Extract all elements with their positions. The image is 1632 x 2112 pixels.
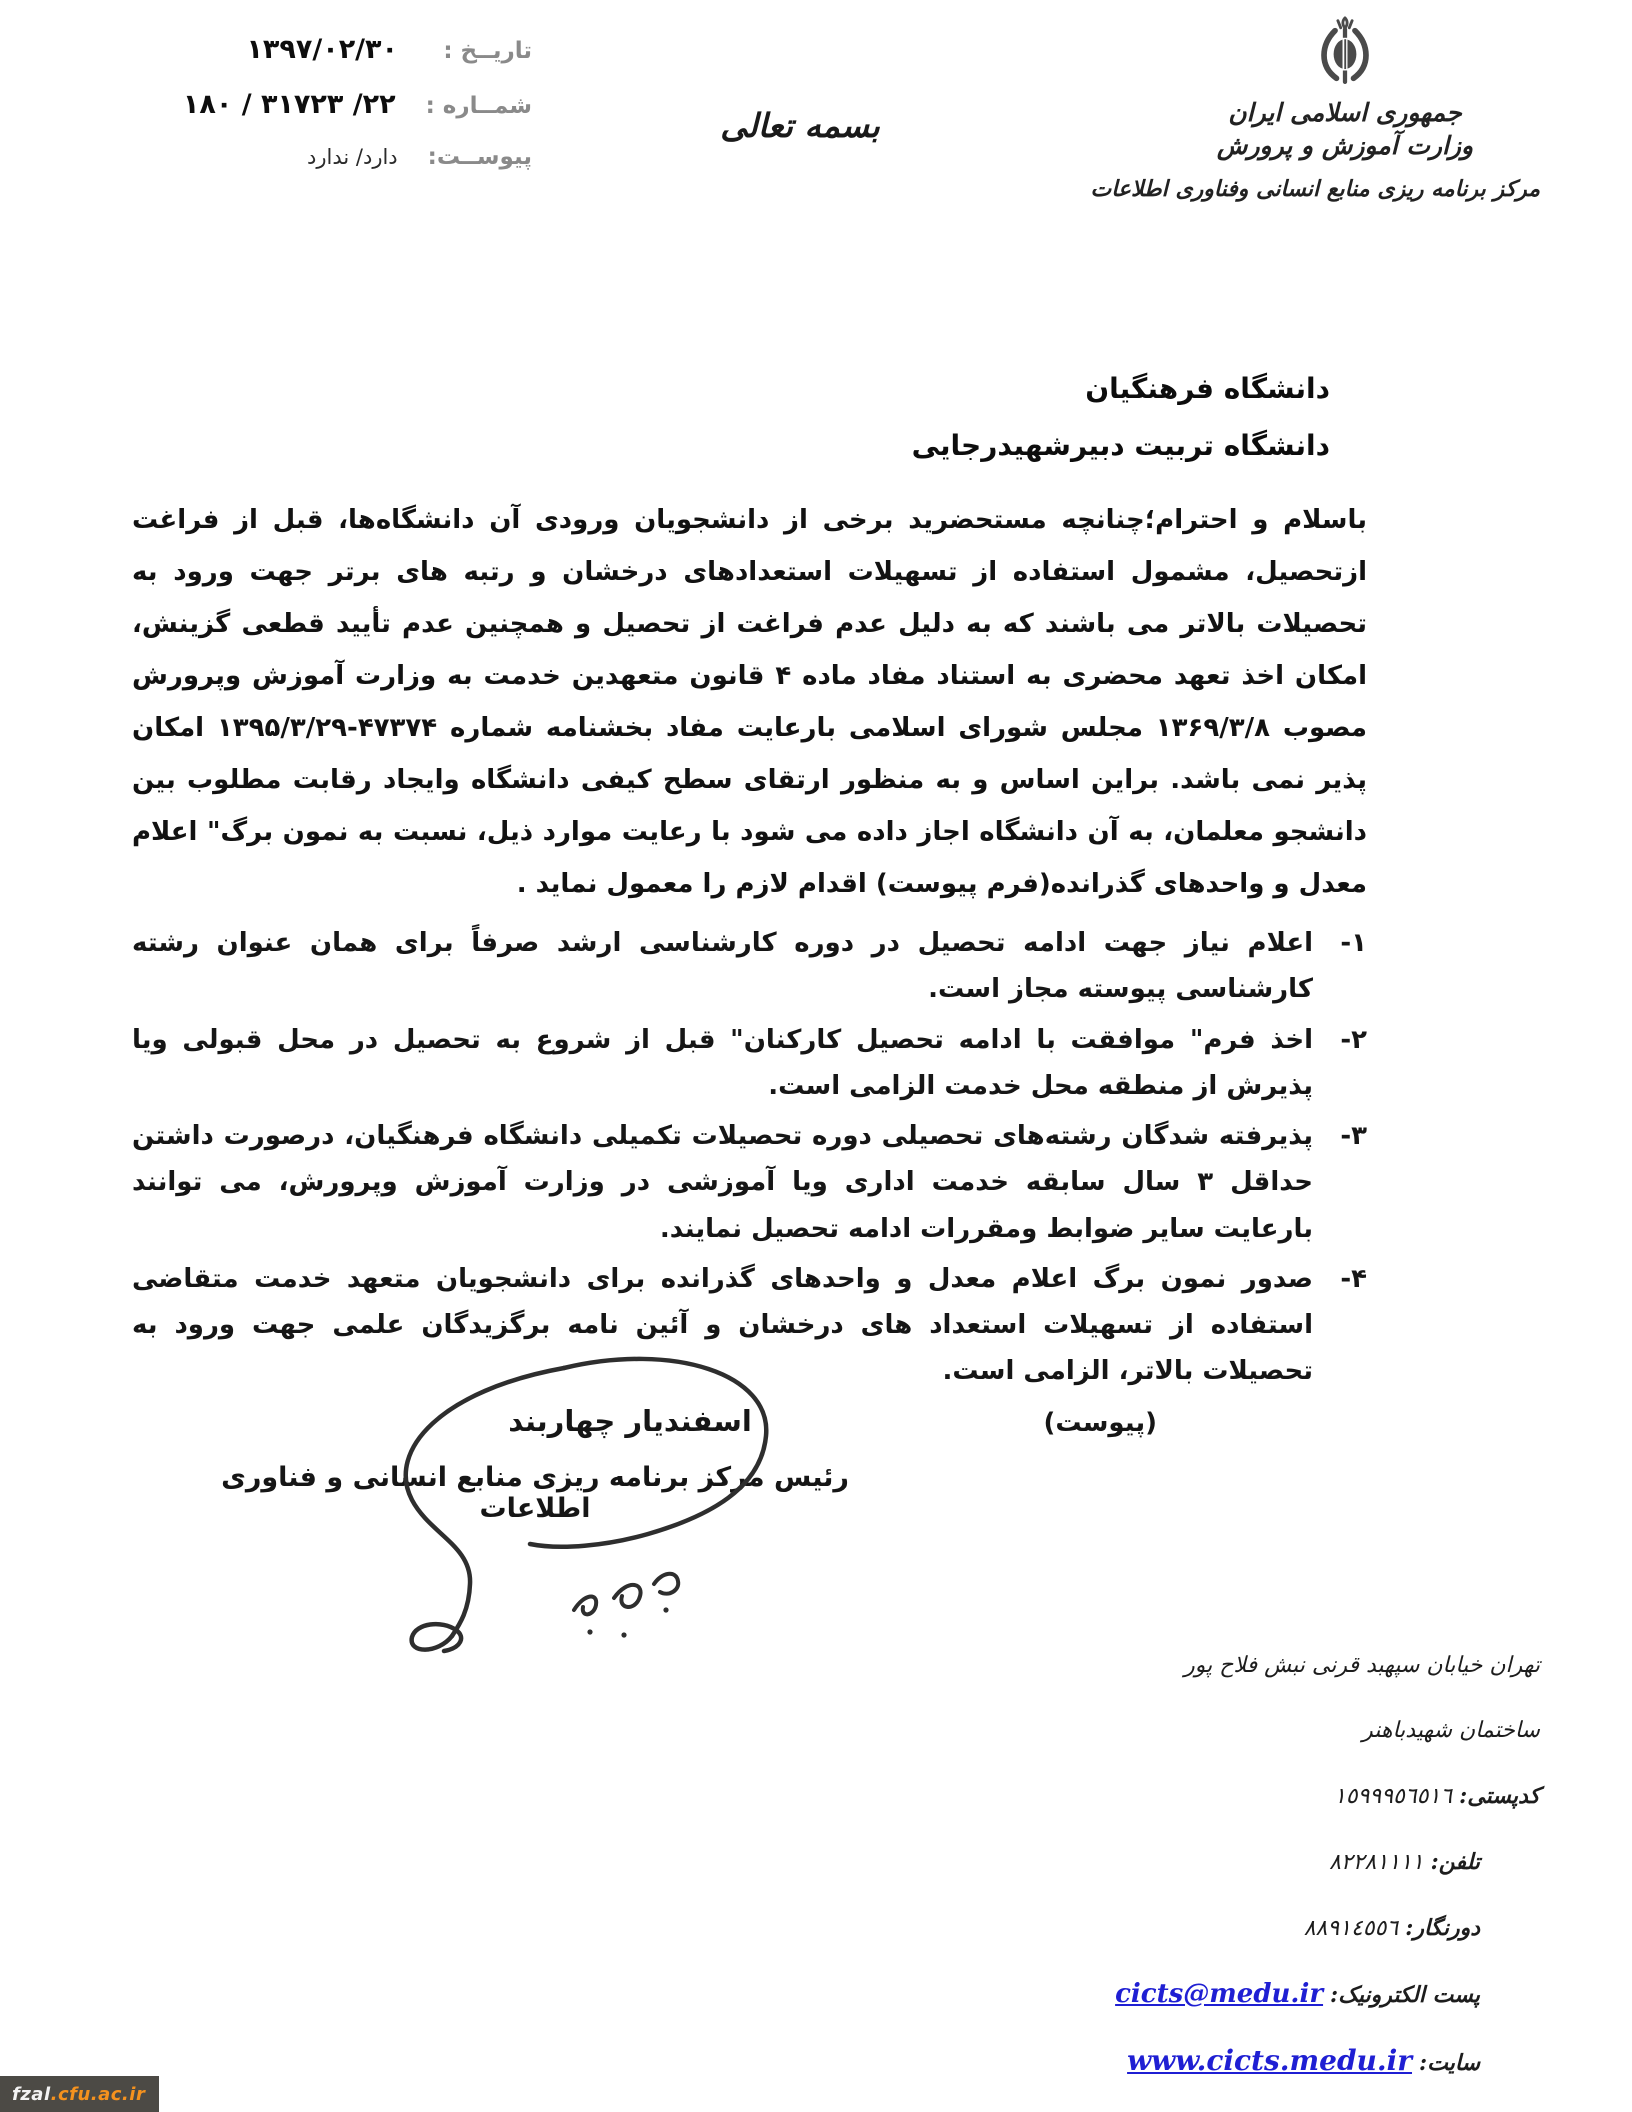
attachment-value: دارد/ ندارد (307, 145, 398, 169)
site-link[interactable]: www.cicts.medu.ir (1127, 2044, 1413, 2077)
item-number: ۳- (1340, 1121, 1367, 1152)
footer-fax (1060, 1914, 1540, 1943)
email-link[interactable]: cicts@medu.ir (1115, 1979, 1324, 2009)
attachment-row (130, 144, 532, 170)
item-text: پذیرفته شدگان رشته‌های تحصیلی دوره تحصیلات تکمیلی دانشگاه فرهنگیان، درصورت داشتن حداقل ۳ سال سابقه خدمت اداری ویا آموزشی در وزارت آموزش وپرورش، می توانند بارعایت سایر ضوابط ومقررات ادامه تحصیل نمایند. (132, 1121, 1313, 1244)
iran-emblem-icon (1313, 12, 1377, 92)
postal-value: ١٥٩٩٩٥٦٥١٦ (1333, 1784, 1453, 1809)
watermark-part1: fzal (12, 2083, 51, 2105)
footer-address-1: تهران خیابان سپهبد قرنی نبش فلاح پور (1184, 1653, 1540, 1678)
letterhead-country: جمهوری اسلامی ایران (1228, 98, 1462, 127)
item-text: اخذ فرم" موافقت با ادامه تحصیل کارکنان" قبل از شروع به تحصیل در محل قبولی ویا پذیرش از منطقه محل خدمت الزامی است. (132, 1024, 1313, 1101)
footer-phone (1060, 1848, 1540, 1877)
watermark-badge (0, 2076, 159, 2112)
opening-paragraph: باسلام و احترام؛چنانچه مستحضرید برخی از دانشجویان ورودی آن دانشگاه‌ها، قبل از فراغت ازتحصیل، مشمول استفاده از تسهیلات استعدادهای درخشان و رتبه های برتر جهت ورود به تحصیلات بالاتر می باشند که به دلیل عدم فراغت از تحصیل و همچنین عدم تأیید قطعی گزینش، امکان اخذ تعهد محضری به استناد مفاد ماده ۴ قانون متعهدین خدمت به وزارت آموزش وپرورش مصوب ۱۳۶۹/۳/۸ مجلس شورای اسلامی بارعایت مفاد بخشنامه شماره ۴۷۳۷۴-۱۳۹۵/۳/۲۹ امکان پذیر نمی باشد. براین اساس و به منظور ارتقای سطح کیفی دانشگاه وایجاد رقابت مطلوب بین دانشجو معلمان، به آن دانشگاه اجاز داده می شود با رعایت موارد ذیل، نسبت به نمون برگ" اعلام معدل و واحدهای گذرانده(فرم پیوست) اقدام لازم را معمول نماید . (132, 505, 1368, 899)
besmellah-calligraphy: بسمه تعالی (720, 106, 880, 145)
date-value: ۱۳۹۷/۰۲/۳۰ (246, 34, 398, 65)
item-text: صدور نمون برگ اعلام معدل و واحدهای گذرانده برای دانشجویان متعهد خدمت متقاضی استفاده از تسهیلات استعداد های درخشان و آئین نامه برگزیدگان علمی جهت ورود به تحصیلات بالاتر، الزامی است. (132, 1263, 1313, 1387)
postal-label: کدپستی: (1459, 1783, 1540, 1809)
letterhead-ministry: وزارت آموزش و پرورش (1216, 131, 1474, 160)
number-label: شمــاره : (425, 93, 532, 119)
item-number: ۱- (1340, 928, 1367, 958)
recipient-farhangian: دانشگاه فرهنگیان (1085, 372, 1330, 405)
list-item (132, 1256, 1367, 1395)
phone-label: تلفن: (1430, 1849, 1480, 1875)
list-item (132, 1017, 1367, 1110)
item-number: ۲- (1340, 1024, 1367, 1055)
meta-block (130, 34, 532, 194)
letterhead-center-name: مرکز برنامه ریزی منابع انسانی وفناوری اطلاعات (1090, 176, 1540, 202)
signer-name: اسفندیار چهاربند (508, 1404, 752, 1438)
list-item (132, 920, 1367, 1013)
letter-body (132, 494, 1367, 1448)
footer-postal-code (1060, 1782, 1540, 1811)
item-number: ۴- (1340, 1263, 1367, 1294)
date-row (130, 34, 532, 65)
date-label: تاریــخ : (443, 38, 532, 64)
attachment-label: پیوســت: (427, 144, 532, 170)
watermark-part2: .cfu.ac.ir (50, 2083, 146, 2105)
signer-title: رئیس مرکز برنامه ریزی منابع انسانی و فناوری اطلاعات (221, 1462, 849, 1524)
recipient-shahid-rajaee: دانشگاه تربیت دبیرشهیدرجایی (911, 429, 1330, 463)
number-row (130, 89, 532, 120)
footer-site (1060, 2044, 1540, 2078)
letterhead (1090, 12, 1540, 202)
numbered-list (132, 920, 1367, 1395)
footer-address-2: ساختمان شهیدباهنر (1362, 1718, 1540, 1743)
email-label: پست الکترونیک: (1330, 1982, 1480, 2008)
fax-value: ٨٨٩١٤٥٥٦ (1303, 1916, 1399, 1941)
footer-email (1060, 1980, 1540, 2010)
phone-value: ٨٢٢٨١١١١ (1329, 1850, 1424, 1875)
footer-contact (1060, 1652, 1540, 2112)
item-text: اعلام نیاز جهت ادامه تحصیل در دوره کارشناسی ارشد صرفاً برای همان عنوان رشته کارشناسی پیوسته مجاز است. (132, 928, 1313, 1005)
number-value: ۱۸۰ / ۳۱۷۲۳ /۲۲ (182, 89, 396, 120)
site-label: سایت: (1419, 2050, 1480, 2076)
list-item (132, 1113, 1367, 1252)
fax-label: دورنگار: (1405, 1915, 1480, 1941)
recipients-block (912, 360, 1330, 475)
attachment-note: (پیوست) (1043, 1407, 1157, 1438)
